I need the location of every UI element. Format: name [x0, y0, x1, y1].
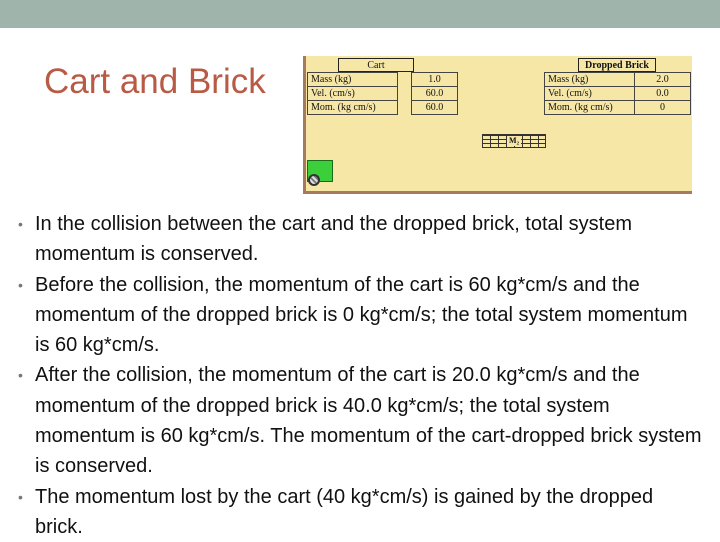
cart-momentum-label: Mom. (kg cm/s)	[308, 101, 398, 115]
table-row	[545, 73, 691, 87]
brick-icon[interactable]	[482, 134, 546, 148]
cart-momentum-value: 60.0	[412, 101, 458, 115]
table-row	[545, 87, 691, 101]
header-band	[0, 0, 720, 28]
brick-mass-mark: M₂	[507, 136, 521, 146]
list-item	[18, 360, 704, 481]
cart-velocity-label: Vel. (cm/s)	[308, 87, 398, 101]
cart-label: Cart	[338, 58, 414, 72]
cart-mass-value: 1.0	[412, 73, 458, 87]
cart-velocity-value: 60.0	[412, 87, 458, 101]
table-row	[545, 101, 691, 115]
table-row	[308, 73, 458, 87]
brick-momentum-value: 0	[635, 101, 691, 115]
cart-mass-label: Mass (kg)	[308, 73, 398, 87]
list-item	[18, 482, 704, 542]
bullet-icon: •	[18, 367, 23, 384]
wheel-icon	[308, 174, 320, 186]
brick-mass-value: 2.0	[635, 73, 691, 87]
bullet-icon: •	[18, 276, 23, 293]
slide-title: Cart and Brick	[44, 62, 266, 101]
list-item	[18, 209, 704, 270]
cart-table	[307, 72, 458, 115]
bullet-text: In the collision between the cart and the dropped brick, total system momentum is conserved.	[35, 213, 633, 266]
bullet-list	[18, 209, 704, 542]
bullet-text: The momentum lost by the cart (40 kg*cm/s) is gained by the dropped brick.	[35, 485, 654, 538]
brick-mass-label: Mass (kg)	[545, 73, 635, 87]
bullet-icon: •	[18, 216, 23, 232]
list-item	[18, 270, 704, 361]
brick-velocity-value: 0.0	[635, 87, 691, 101]
brick-table	[544, 72, 691, 115]
bullet-text: After the collision, the momentum of the cart is 20.0 kg*cm/s and the momentum of the dropped brick is 40.0 kg*cm/s; the total system momentum is 60 kg*cm/s. The momentum of the cart-dropped brick system is conserved.	[35, 364, 702, 478]
brick-velocity-label: Vel. (cm/s)	[545, 87, 635, 101]
bullet-text: Before the collision, the momentum of the cart is 60 kg*cm/s and the momentum of the dropped brick is 0 kg*cm/s; the total system momentum is 60 kg*cm/s.	[35, 273, 688, 357]
simulation-panel	[303, 56, 692, 194]
table-row	[308, 87, 458, 101]
brick-label: Dropped Brick	[578, 58, 656, 72]
table-row	[308, 101, 458, 115]
bullet-icon: •	[18, 488, 23, 505]
brick-momentum-label: Mom. (kg cm/s)	[545, 101, 635, 115]
